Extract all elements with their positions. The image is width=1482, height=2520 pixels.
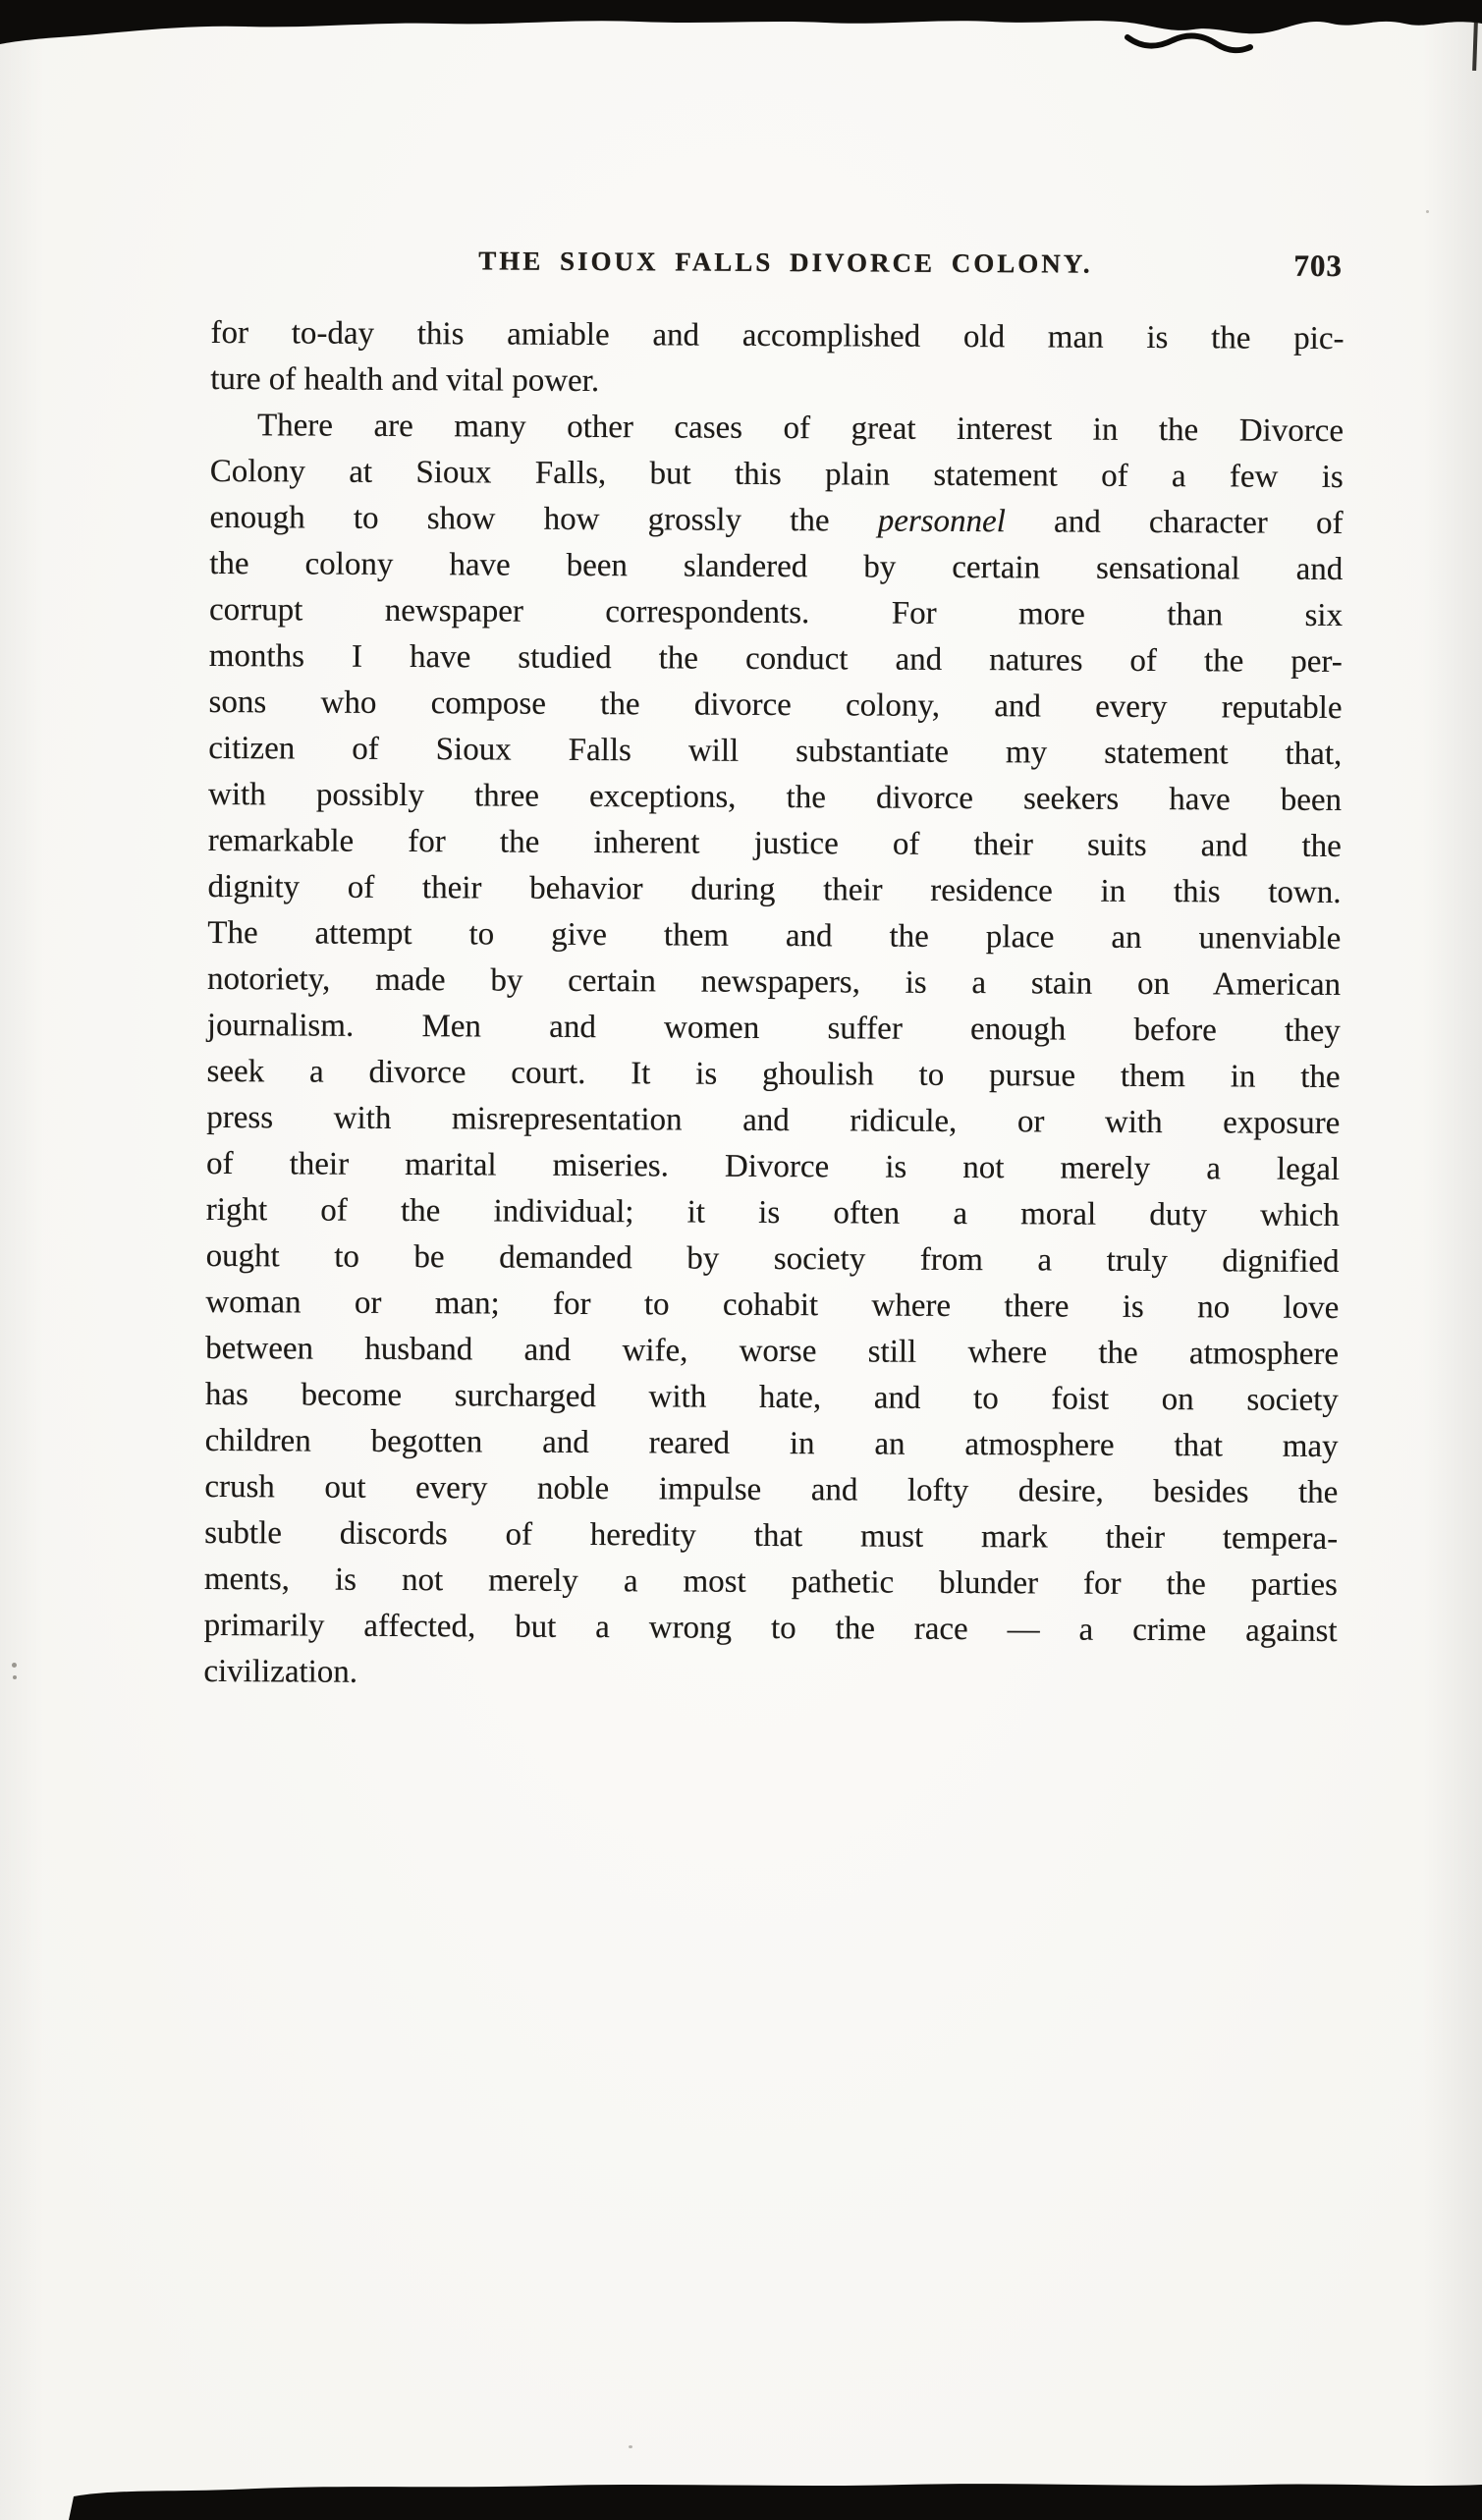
text-line: with possibly three exceptions, the divorce seekers have been [207,776,1343,819]
scan-speck [629,2445,632,2448]
text-line: for to-day this amiable and accomplished old man is the pic- [210,314,1345,357]
text-line: ture of health and vital power. [210,360,600,400]
text-line: citizen of Sioux Falls will substantiate my statement that, [208,730,1343,773]
text-line: enough to show how grossly the personnel and character of [209,499,1344,542]
text-line: press with misrepresentation and ridicule, or with exposure [206,1099,1341,1142]
text-line: sons who compose the divorce colony, and every reputable [208,684,1343,727]
paragraph [210,310,1344,409]
text-line: Colony at Sioux Falls, but this plain statement of a few is [209,453,1344,496]
text-line: notoriety, made by certain newspapers, is a stain on American [206,960,1342,1004]
text-line: of their marital miseries. Divorce is not merely a legal [206,1145,1341,1188]
scan-artifact-top-edge [0,0,1482,69]
text-line: has become surcharged with hate, and to foist on society [204,1376,1339,1419]
running-header [211,245,1345,284]
paragraph [203,403,1344,1701]
text-line: civilization. [203,1653,358,1690]
text-line: right of the individual; it is often a moral duty which [205,1191,1340,1234]
text-line: crush out every noble impulse and lofty desire, besides the [204,1468,1339,1511]
text-line: The attempt to give them and the place an unenviable [207,914,1342,958]
running-header-title: THE SIOUX FALLS DIVORCE COLONY. [478,246,1093,279]
scan-speck [12,1663,17,1668]
text-line: subtle discords of heredity that must mark their tempera- [204,1514,1339,1558]
page-number: 703 [1293,247,1344,284]
text-line: remarkable for the inherent justice of their suits and the [207,822,1342,865]
scan-speck [1426,210,1429,213]
text-line: months I have studied the conduct and natures of the per- [208,637,1343,681]
text-line: seek a divorce court. It is ghoulish to pursue them in the [206,1053,1341,1096]
page-content [203,245,1345,1701]
text-line: There are many other cases of great interest in the Divorce [256,408,1345,450]
text-line: the colony have been slandered by certain sensational and [209,545,1344,588]
scan-artifact-bottom-edge [0,2475,1482,2520]
text-line: corrupt newspaper correspondents. For more than six [208,591,1344,634]
text-line: dignity of their behavior during their residence in this town. [207,868,1342,911]
text-line: between husband and wife, worse still where the atmosphere [205,1330,1340,1373]
text-line: ments, is not merely a most pathetic blunder for the parties [203,1561,1338,1604]
text-line: ought to be demanded by society from a truly dignified [205,1237,1340,1281]
text-line: journalism. Men and women suffer enough before they [206,1007,1341,1050]
scan-speck [13,1675,17,1679]
text-line: children begotten and reared in an atmosphere that may [204,1422,1339,1465]
text-line: woman or man; for to cohabit where there is no love [205,1284,1340,1327]
text-line: primarily affected, but a wrong to the race — a crime against [203,1607,1338,1650]
page-body [203,310,1344,1701]
scan-speck [550,1021,553,1024]
